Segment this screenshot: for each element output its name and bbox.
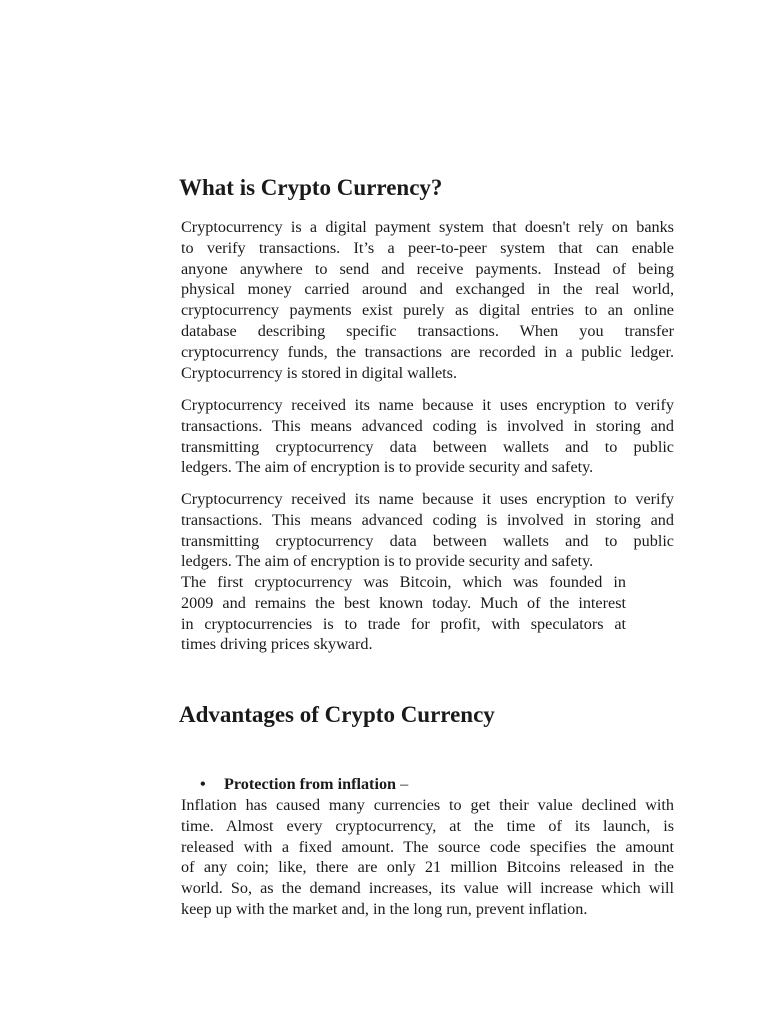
text-line: Cryptocurrency received its name because it uses encryption to verify: [181, 490, 674, 508]
paragraph-definition: [181, 217, 674, 383]
text-line: Cryptocurrency received its name because it uses encryption to verify: [181, 396, 674, 414]
bullet-label: Protection from inflation: [224, 775, 397, 793]
paragraph-name-origin: [181, 395, 674, 478]
text-line: 2009 and remains the best known today. Much of the interest: [181, 593, 626, 612]
text-line: Cryptocurrency is stored in digital wallets.: [181, 363, 458, 382]
text-line: ledgers. The aim of encryption is to provide security and safety.: [181, 552, 594, 571]
text-line: keep up with the market and, in the long run, prevent inflation.: [181, 899, 588, 918]
heading-advantages: Advantages of Crypto Currency: [179, 702, 495, 727]
text-line: in cryptocurrencies is to trade for profit, with speculators at: [181, 614, 626, 633]
paragraph-inflation: [181, 795, 674, 920]
text-line: Inflation has caused many currencies to get their value declined with: [181, 796, 674, 814]
text-line: transactions. This means advanced coding is involved in storing and: [181, 416, 674, 435]
text-line: transmitting cryptocurrency data between wallets and to public: [181, 437, 674, 456]
text-line: of any coin; like, there are only 21 million Bitcoins released in the: [181, 858, 674, 877]
text-line: The first cryptocurrency was Bitcoin, which was founded in: [181, 573, 626, 591]
text-line: world. So, as the demand increases, its value will increase which will: [181, 879, 674, 898]
paragraph-bitcoin-history: [181, 572, 626, 655]
text-line: to verify transactions. It’s a peer-to-peer system that can enable: [181, 238, 674, 257]
text-line: released with a fixed amount. The source code specifies the amount: [181, 837, 674, 856]
bullet-icon: •: [200, 775, 206, 793]
text-line: anyone anywhere to send and receive payments. Instead of being: [181, 259, 674, 278]
text-line: times driving prices skyward.: [181, 635, 373, 654]
text-line: ledgers. The aim of encryption is to provide security and safety.: [181, 458, 594, 477]
text-line: cryptocurrency funds, the transactions are recorded in a public ledger.: [181, 342, 674, 361]
text-line: time. Almost every cryptocurrency, at the time of its launch, is: [181, 816, 674, 835]
text-line: database describing specific transactions. When you transfer: [181, 321, 674, 340]
text-line: transactions. This means advanced coding is involved in storing and: [181, 510, 674, 529]
text-line: physical money carried around and exchanged in the real world,: [181, 280, 674, 299]
text-line: Cryptocurrency is a digital payment system that doesn't rely on banks: [181, 218, 674, 236]
text-line: cryptocurrency payments exist purely as digital entries to an online: [181, 301, 674, 320]
text-line: transmitting cryptocurrency data between wallets and to public: [181, 531, 674, 550]
heading-what-is-crypto: What is Crypto Currency?: [179, 175, 443, 200]
bullet-protection-from-inflation: [200, 774, 408, 795]
bullet-suffix: –: [396, 775, 409, 793]
paragraph-name-origin-repeat: [181, 489, 674, 572]
